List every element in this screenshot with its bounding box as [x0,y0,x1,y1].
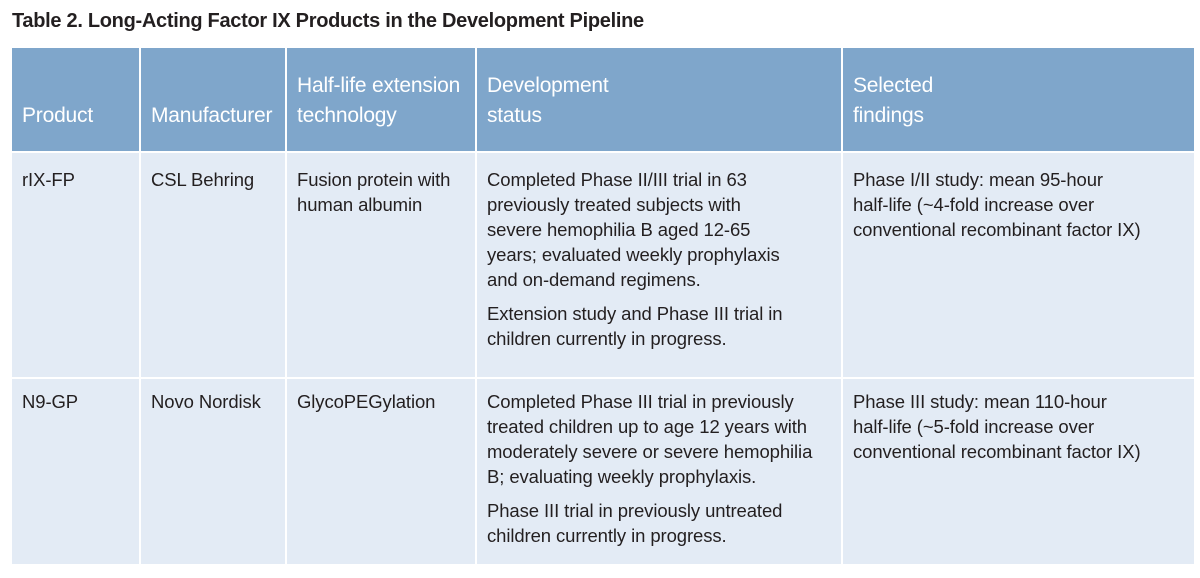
header-status-line2: status [487,104,542,127]
status-line: and on-demand regimens. [487,269,701,290]
cell-technology [286,378,476,564]
status-line: children currently in progress. [487,525,727,546]
product-name: N9-GP [22,391,79,412]
cell-status [476,152,842,378]
status-paragraph [487,498,831,548]
header-findings [842,48,1194,152]
status-line: years; evaluated weekly prophylaxis [487,244,780,265]
technology-line: human albumin [297,194,423,215]
findings-line: half-life (~5-fold increase over [853,416,1095,437]
manufacturer-name: Novo Nordisk [151,391,261,412]
technology-line: GlycoPEGylation [297,391,436,412]
status-line: Extension study and Phase III trial in [487,303,783,324]
table-header [12,48,1194,152]
status-line: previously treated subjects with [487,194,741,215]
header-manufacturer-label: Manufacturer [151,104,273,127]
findings-line: conventional recombinant factor IX) [853,219,1141,240]
findings-line: half-life (~4-fold increase over [853,194,1095,215]
header-status [476,48,842,152]
status-line: B; evaluating weekly prophylaxis. [487,466,757,487]
table-row [12,378,1194,564]
status-paragraph [487,389,831,489]
table-row [12,152,1194,378]
findings-line: Phase I/II study: mean 95-hour [853,169,1103,190]
manufacturer-name: CSL Behring [151,169,255,190]
status-paragraph [487,301,831,351]
header-status-line1: Development [487,74,609,97]
header-findings-line2: findings [853,104,924,127]
header-row [12,48,1194,152]
header-manufacturer [140,48,286,152]
pipeline-table [12,48,1194,564]
header-findings-line1: Selected [853,74,934,97]
cell-manufacturer [140,152,286,378]
table-body [12,152,1194,564]
status-paragraph [487,167,831,292]
status-line: moderately severe or severe hemophilia [487,441,813,462]
cell-product [12,152,140,378]
status-line: children currently in progress. [487,328,727,349]
cell-technology [286,152,476,378]
status-line: severe hemophilia B aged 12-65 [487,219,751,240]
header-technology-line2: technology [297,104,397,127]
status-line: Completed Phase II/III trial in 63 [487,169,747,190]
cell-product [12,378,140,564]
header-product [12,48,140,152]
status-line: Phase III trial in previously untreated [487,500,783,521]
header-technology [286,48,476,152]
cell-findings [842,152,1194,378]
status-line: Completed Phase III trial in previously [487,391,794,412]
product-name: rIX-FP [22,169,75,190]
table-caption: Table 2. Long-Acting Factor IX Products in the Development Pipeline [12,10,644,32]
header-product-label: Product [22,104,93,127]
cell-findings [842,378,1194,564]
header-technology-line1: Half-life extension [297,74,461,97]
findings-line: Phase III study: mean 110-hour [853,391,1107,412]
findings-line: conventional recombinant factor IX) [853,441,1141,462]
cell-status [476,378,842,564]
technology-line: Fusion protein with [297,169,451,190]
cell-manufacturer [140,378,286,564]
status-line: treated children up to age 12 years with [487,416,807,437]
